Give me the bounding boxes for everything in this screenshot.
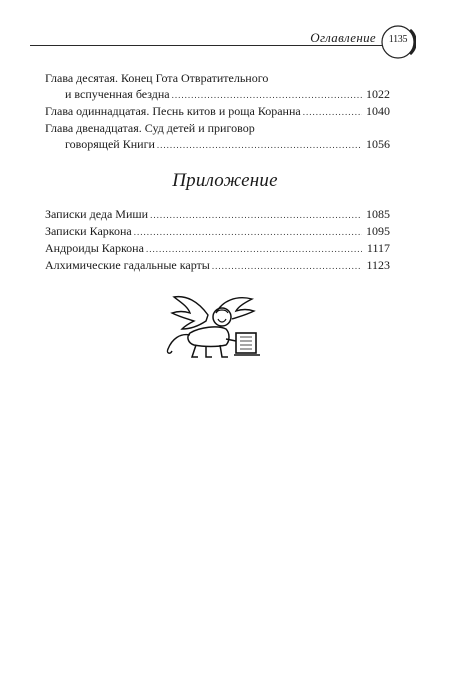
toc-entry-title: Записки Каркона bbox=[45, 224, 132, 238]
toc-entry-appendix-4[interactable] bbox=[45, 257, 390, 274]
winged-lion-icon bbox=[160, 293, 270, 363]
dot-leader bbox=[212, 258, 362, 274]
toc-entry-chapter-12[interactable] bbox=[45, 120, 390, 153]
toc-entry-page: 1085 bbox=[366, 207, 390, 221]
page-number: 1135 bbox=[388, 34, 408, 45]
toc-chapters bbox=[45, 70, 390, 153]
dot-leader bbox=[134, 224, 362, 240]
toc-entry-page: 1095 bbox=[366, 224, 390, 238]
toc-entry-title-cont: и вспученная бездна bbox=[65, 87, 170, 101]
toc-entry-chapter-10[interactable] bbox=[45, 70, 390, 103]
toc-entry-title-line bbox=[45, 70, 390, 86]
toc-entry-appendix-2[interactable] bbox=[45, 223, 390, 240]
toc-entry-page: 1123 bbox=[366, 258, 390, 272]
toc-entry-title-line bbox=[45, 120, 390, 136]
toc-entry-appendix-3[interactable] bbox=[45, 240, 390, 257]
toc-entry-appendix-1[interactable] bbox=[45, 206, 390, 223]
toc-appendix bbox=[45, 206, 390, 274]
dot-leader bbox=[303, 104, 362, 120]
running-head-title: Оглавление bbox=[310, 30, 376, 45]
toc-entry-page: 1040 bbox=[366, 104, 390, 118]
dot-leader bbox=[172, 87, 362, 103]
toc-entry-title: Глава одиннадцатая. Песнь китов и роща Коранна bbox=[45, 104, 301, 118]
toc-entry-continuation-line bbox=[45, 86, 390, 103]
toc-entry-title: Глава двенадцатая. Суд детей и приговор bbox=[45, 121, 255, 135]
dot-leader bbox=[150, 207, 362, 223]
toc-entry-page: 1022 bbox=[366, 87, 390, 101]
dot-leader bbox=[157, 137, 362, 153]
toc-entry-title-cont: говорящей Книги bbox=[65, 137, 155, 151]
dot-leader bbox=[146, 241, 362, 257]
toc-entry-title: Алхимические гадальные карты bbox=[45, 258, 210, 272]
toc-entry-title: Записки деда Миши bbox=[45, 207, 149, 221]
toc-entry-continuation-line bbox=[45, 136, 390, 153]
toc-entry-title: Глава десятая. Конец Гота Отвратительного bbox=[45, 71, 269, 85]
toc-entry-page: 1117 bbox=[366, 241, 390, 255]
toc-entry-page: 1056 bbox=[366, 137, 390, 151]
toc-entry-title: Андроиды Каркона bbox=[45, 241, 144, 255]
page-number-badge bbox=[380, 24, 416, 60]
toc-entry-title-line bbox=[45, 103, 390, 120]
section-heading-appendix: Приложение bbox=[172, 170, 278, 191]
toc-entry-chapter-11[interactable] bbox=[45, 103, 390, 120]
